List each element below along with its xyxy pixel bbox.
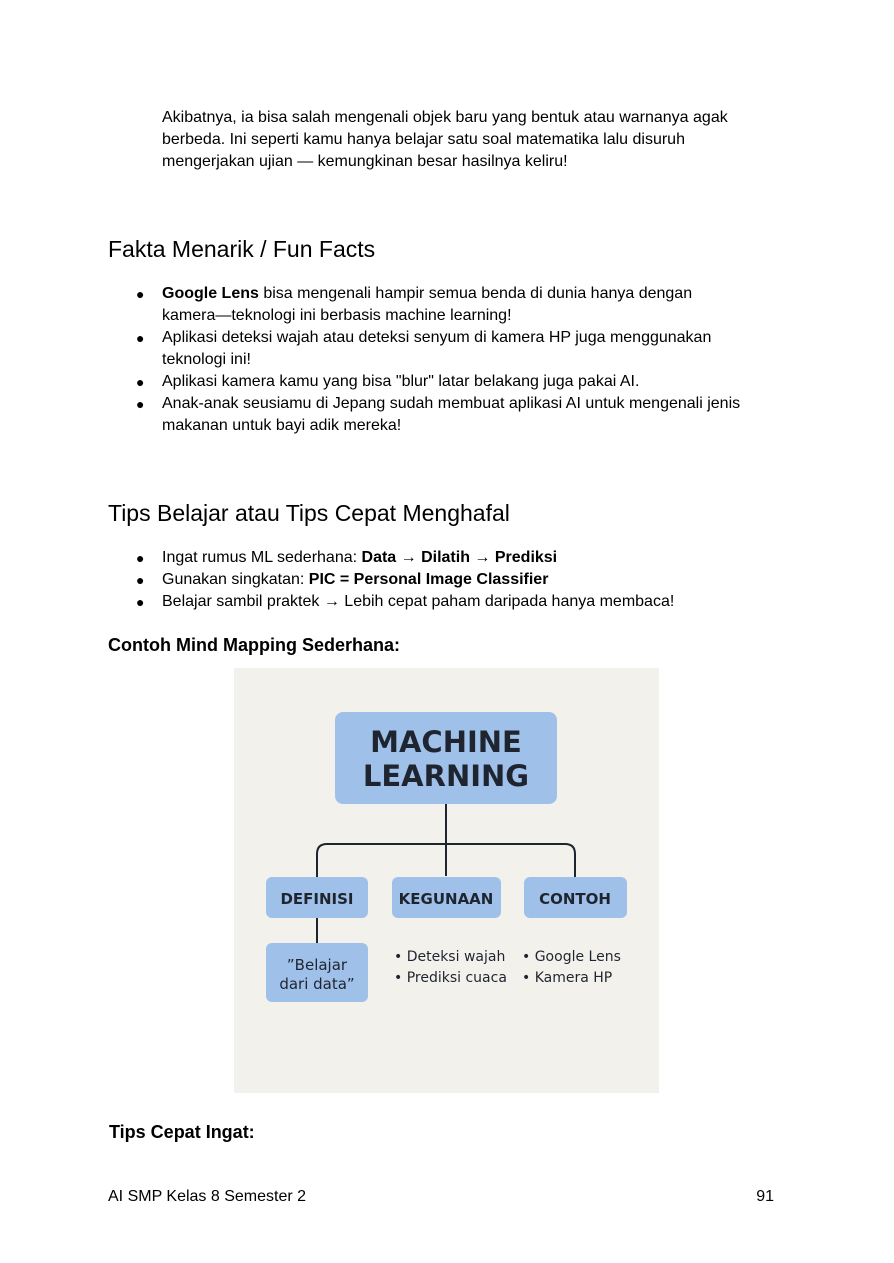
tip-bold: Data → Dilatih → Prediksi: [361, 549, 558, 566]
connector-lines: [317, 804, 575, 943]
fact-text: makanan untuk bayi adik mereka!: [162, 417, 402, 434]
fact-text: Aplikasi deteksi wajah atau deteksi senyum di kamera HP juga menggunakan: [162, 329, 712, 346]
list-item: [0, 371, 802, 393]
footer-title: AI SMP Kelas 8 Semester 2: [108, 1188, 307, 1205]
list-item: [0, 591, 802, 613]
intro-line: Akibatnya, ia bisa salah mengenali objek baru yang bentuk atau warnanya agak: [162, 109, 728, 126]
fun-facts-heading: Fakta Menarik / Fun Facts: [108, 236, 376, 262]
list-item: [0, 283, 802, 327]
fun-facts-list: [0, 283, 802, 437]
intro-paragraph: [162, 107, 782, 173]
tip-text: Gunakan singkatan:: [162, 571, 309, 588]
tips-cepat-heading: Tips Cepat Ingat:: [109, 1122, 255, 1142]
bullet-icon: ●: [136, 396, 145, 412]
fact-text: Aplikasi kamera kamu yang bisa "blur" latar belakang juga pakai AI.: [162, 373, 640, 390]
bullet-icon: ●: [136, 572, 145, 588]
list-item: [0, 327, 802, 371]
page-number: 91: [756, 1188, 774, 1205]
fact-bold: Google Lens: [162, 285, 259, 302]
tips-list: [0, 547, 802, 613]
mind-map-diagram: [234, 668, 659, 1093]
intro-line: berbeda. Ini seperti kamu hanya belajar satu soal matematika lalu disuruh: [162, 131, 685, 148]
mind-map-figure: [234, 668, 659, 1093]
bullet-icon: ●: [136, 374, 145, 390]
bullet-icon: ●: [136, 286, 145, 302]
branch-label: DEFINISI: [280, 890, 354, 908]
contoh-item: • Google Lens: [522, 949, 621, 965]
branch-label: KEGUNAAN: [398, 890, 494, 908]
leaf-label: dari data”: [279, 975, 355, 993]
fact-text: kamera—teknologi ini berbasis machine learning!: [162, 307, 512, 324]
bullet-icon: ●: [136, 330, 145, 346]
list-item: [0, 547, 802, 569]
fact-text: Anak-anak seusiamu di Jepang sudah membuat aplikasi AI untuk mengenali jenis: [162, 395, 741, 412]
root-label: MACHINE: [370, 725, 522, 759]
tips-heading: Tips Belajar atau Tips Cepat Menghafal: [108, 500, 510, 526]
branch-label: CONTOH: [539, 890, 611, 908]
contoh-item: • Kamera HP: [522, 970, 613, 986]
bullet-icon: ●: [136, 550, 145, 566]
root-label: LEARNING: [362, 759, 530, 793]
leaf-label: ”Belajar: [286, 956, 348, 974]
kegunaan-item: • Deteksi wajah: [394, 949, 506, 965]
fact-text: teknologi ini!: [162, 351, 251, 368]
list-item: [0, 393, 802, 437]
fact-text: bisa mengenali hampir semua benda di dunia hanya dengan: [258, 285, 693, 302]
tip-text: Belajar sambil praktek → Lebih cepat paham daripada hanya membaca!: [162, 593, 675, 610]
kegunaan-item: • Prediksi cuaca: [394, 970, 507, 986]
bullet-icon: ●: [136, 594, 145, 610]
tip-text: Ingat rumus ML sederhana:: [162, 549, 362, 566]
tip-bold: PIC = Personal Image Classifier: [308, 571, 549, 588]
mind-map-heading: Contoh Mind Mapping Sederhana:: [108, 635, 400, 655]
list-item: [0, 569, 802, 591]
intro-line: mengerjakan ujian — kemungkinan besar hasilnya keliru!: [162, 153, 568, 170]
